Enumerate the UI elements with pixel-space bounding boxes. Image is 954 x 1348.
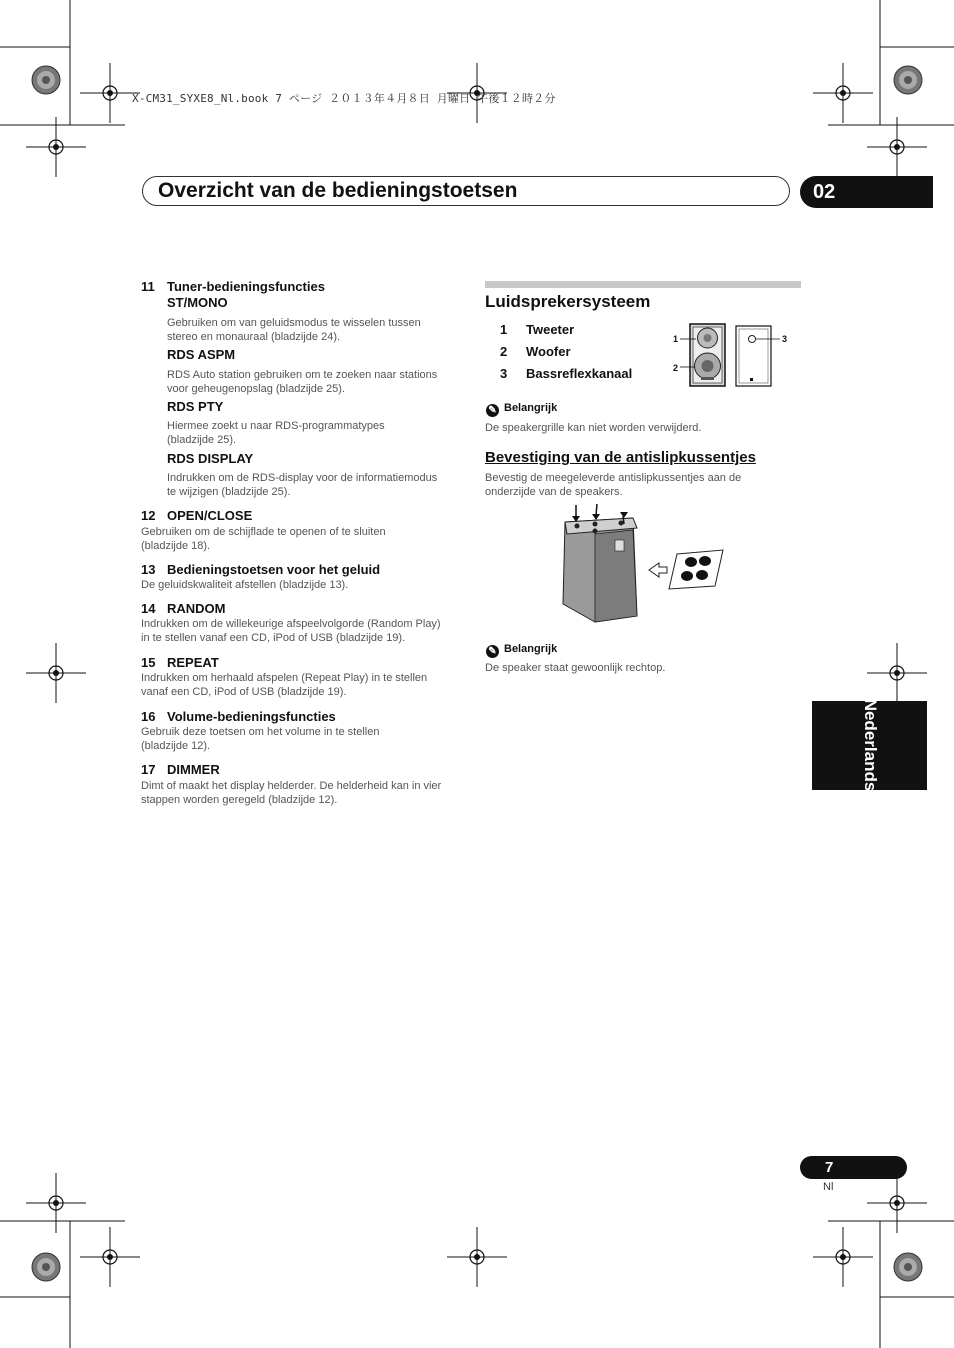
important-note-2-text: De speaker staat gewoonlijk rechtop. (485, 662, 666, 674)
section-16-desc: Gebruik deze toetsen om het volume in te stellen (bladzijde 12). (141, 726, 380, 752)
section-divider-bar (485, 281, 801, 288)
sub-rds-pty-desc: Hiermee zoekt u naar RDS-programmatypes (bladzijde 25). (167, 420, 385, 446)
anti-slip-pads-illustration (555, 504, 730, 626)
speaker-system-title: Luidsprekersysteem (485, 292, 651, 311)
important-note-1-label: ✎ Belangrijk (486, 402, 557, 417)
section-13-heading: 13 Bedieningstoetsen voor het geluid (141, 562, 381, 577)
section-12-heading: 12 OPEN/CLOSE (141, 508, 253, 523)
section-13-desc: De geluidskwaliteit afstellen (bladzijde 13). (141, 579, 349, 591)
section-15-heading: 15 REPEAT (141, 655, 219, 670)
language-tab-label: Nederlands (861, 698, 880, 792)
speaker-item-woofer: 2 Woofer (500, 344, 571, 359)
anti-slip-pads-desc: Bevestig de meegeleverde antislipkussentjes aan de onderzijde van de speakers. (485, 472, 742, 498)
section-16-heading: 16 Volume-bedieningsfuncties (141, 709, 336, 724)
anti-slip-pads-title: Bevestiging van de antislipkussentjes (485, 449, 756, 466)
sub-rds-pty-title: RDS PTY (167, 399, 224, 414)
sub-rds-display-desc: Indrukken om de RDS-display voor de informatiemodus te wijzigen (bladzijde 25). (167, 472, 438, 498)
sub-st-mono-title: ST/MONO (167, 295, 228, 310)
page-number: 7 (800, 1156, 907, 1179)
print-header: X-CM31_SYXE8_Nl.book 7 ページ ２０１３年４月８日 月曜日 午後１２時２分 (132, 92, 556, 105)
speaker-diagram (670, 322, 795, 390)
section-15-desc: Indrukken om herhaald afspelen (Repeat Play) in te stellen vanaf een CD, iPod of USB (bladzijde 19). (141, 672, 428, 698)
important-note-1-text: De speakergrille kan niet worden verwijderd. (485, 422, 702, 434)
page-language-code: Nl (823, 1181, 834, 1193)
speaker-item-bassreflex: 3 Bassreflexkanaal (500, 366, 633, 381)
section-14-heading: 14 RANDOM (141, 601, 226, 616)
section-12-desc: Gebruiken om de schijflade te openen of te sluiten (bladzijde 18). (141, 526, 386, 552)
important-icon: ✎ (486, 404, 499, 417)
sub-rds-display-title: RDS DISPLAY (167, 451, 254, 466)
sub-rds-aspm-title: RDS ASPM (167, 347, 236, 362)
page-title: Overzicht van de bedieningstoetsen (158, 179, 518, 202)
section-17-desc: Dimt of maakt het display helderder. De helderheid kan in vier stappen worden geregeld (bladzijde 12). (141, 780, 442, 806)
important-icon: ✎ (486, 645, 499, 658)
speaker-item-tweeter: 1 Tweeter (500, 322, 575, 337)
language-tab (812, 698, 927, 792)
sub-st-mono-desc: Gebruiken om van geluidsmodus te wisselen tussen stereo en monauraal (bladzijde 24). (167, 317, 421, 343)
diagram-label-2: 2 (673, 363, 679, 373)
important-note-2-label: ✎ Belangrijk (486, 643, 557, 658)
diagram-label-3: 3 (782, 334, 788, 344)
diagram-label-1: 1 (673, 334, 679, 344)
section-17-heading: 17 DIMMER (141, 762, 220, 777)
section-11-heading: 11 Tuner-bedieningsfuncties (141, 279, 325, 294)
chapter-badge: 02 (800, 176, 933, 208)
sub-rds-aspm-desc: RDS Auto station gebruiken om te zoeken naar stations voor geheugenopslag (bladzijde 25). (167, 369, 438, 395)
section-14-desc: Indrukken om de willekeurige afspeelvolgorde (Random Play) in te stellen vanaf een CD, iPod of USB (bladzijde 19). (141, 618, 441, 644)
